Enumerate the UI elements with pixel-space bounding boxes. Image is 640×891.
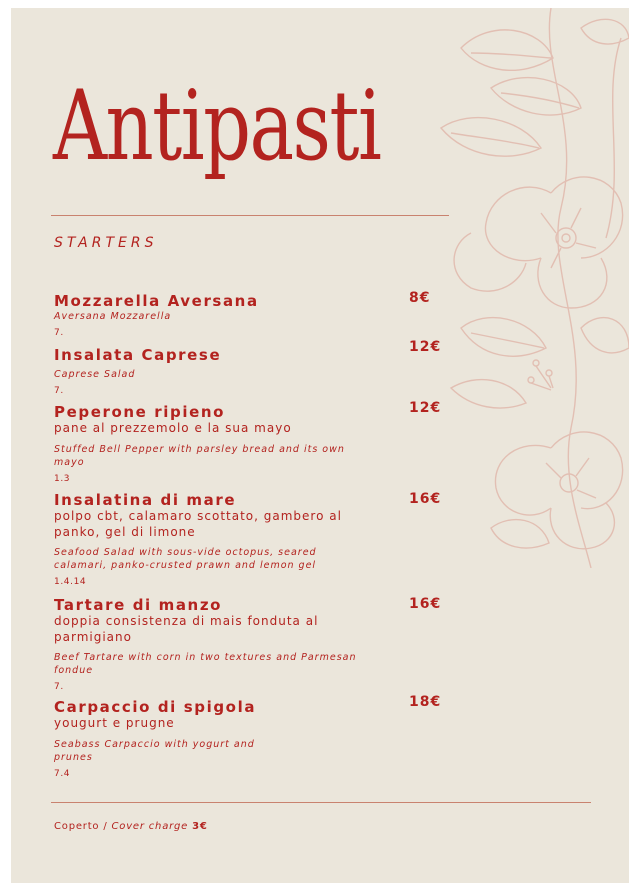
item-allergens: 7. (54, 682, 64, 692)
cover-charge-price: 3€ (192, 821, 208, 832)
item-allergens: 1.4.14 (54, 577, 87, 587)
menu-item (54, 491, 374, 588)
cover-charge-label: Cover charge (111, 821, 189, 832)
item-price: 16€ (409, 491, 442, 507)
item-name: Insalatina di mare (54, 491, 237, 509)
bottom-divider (51, 802, 591, 803)
menu-page (11, 8, 629, 883)
footer-separator: / (103, 821, 108, 832)
item-english: Beef Tartare with corn in two textures and Parmesan fondue (54, 652, 357, 676)
section-subtitle: STARTERS (54, 235, 158, 251)
item-name: Mozzarella Aversana (54, 292, 259, 310)
item-english: Seafood Salad with sous-vide octopus, seared calamari, panko-crusted prawn and lemon gel (54, 547, 317, 571)
item-english: Caprese Salad (54, 369, 136, 380)
menu-item (54, 698, 374, 780)
item-price: 16€ (409, 596, 442, 612)
item-english: Seabass Carpaccio with yogurt and prunes (54, 738, 255, 763)
item-description: pane al prezzemolo e la sua mayo (54, 421, 292, 435)
item-allergens: 1.3 (54, 473, 71, 484)
menu-item (54, 346, 374, 397)
menu-item (54, 403, 374, 485)
item-price: 18€ (409, 694, 442, 710)
menu-item (54, 292, 374, 339)
item-name: Insalata Caprese (54, 346, 222, 364)
coperto-label: Coperto (54, 821, 100, 832)
item-allergens: 7. (54, 386, 64, 396)
top-divider (51, 215, 449, 216)
item-allergens: 7.4 (54, 768, 71, 779)
item-english: Stuffed Bell Pepper with parsley bread and its own mayo (54, 443, 345, 468)
item-price: 12€ (409, 400, 442, 416)
item-name: Carpaccio di spigola (54, 698, 257, 716)
item-price: 12€ (409, 339, 442, 355)
cover-charge-note (54, 821, 208, 832)
menu-item (54, 596, 374, 693)
item-description: polpo cbt, calamaro scottato, gambero al panko, gel di limone (54, 509, 342, 539)
item-description: yougurt e prugne (54, 716, 175, 730)
page-title: Antipasti (53, 70, 381, 182)
item-name: Tartare di manzo (54, 596, 223, 614)
floral-decoration (431, 8, 629, 568)
item-description: doppia consistenza di mais fonduta al parmigiano (54, 614, 319, 644)
item-price: 8€ (409, 290, 431, 306)
item-allergens: 7. (54, 328, 64, 338)
item-english: Aversana Mozzarella (54, 311, 172, 322)
item-name: Peperone ripieno (54, 403, 226, 421)
